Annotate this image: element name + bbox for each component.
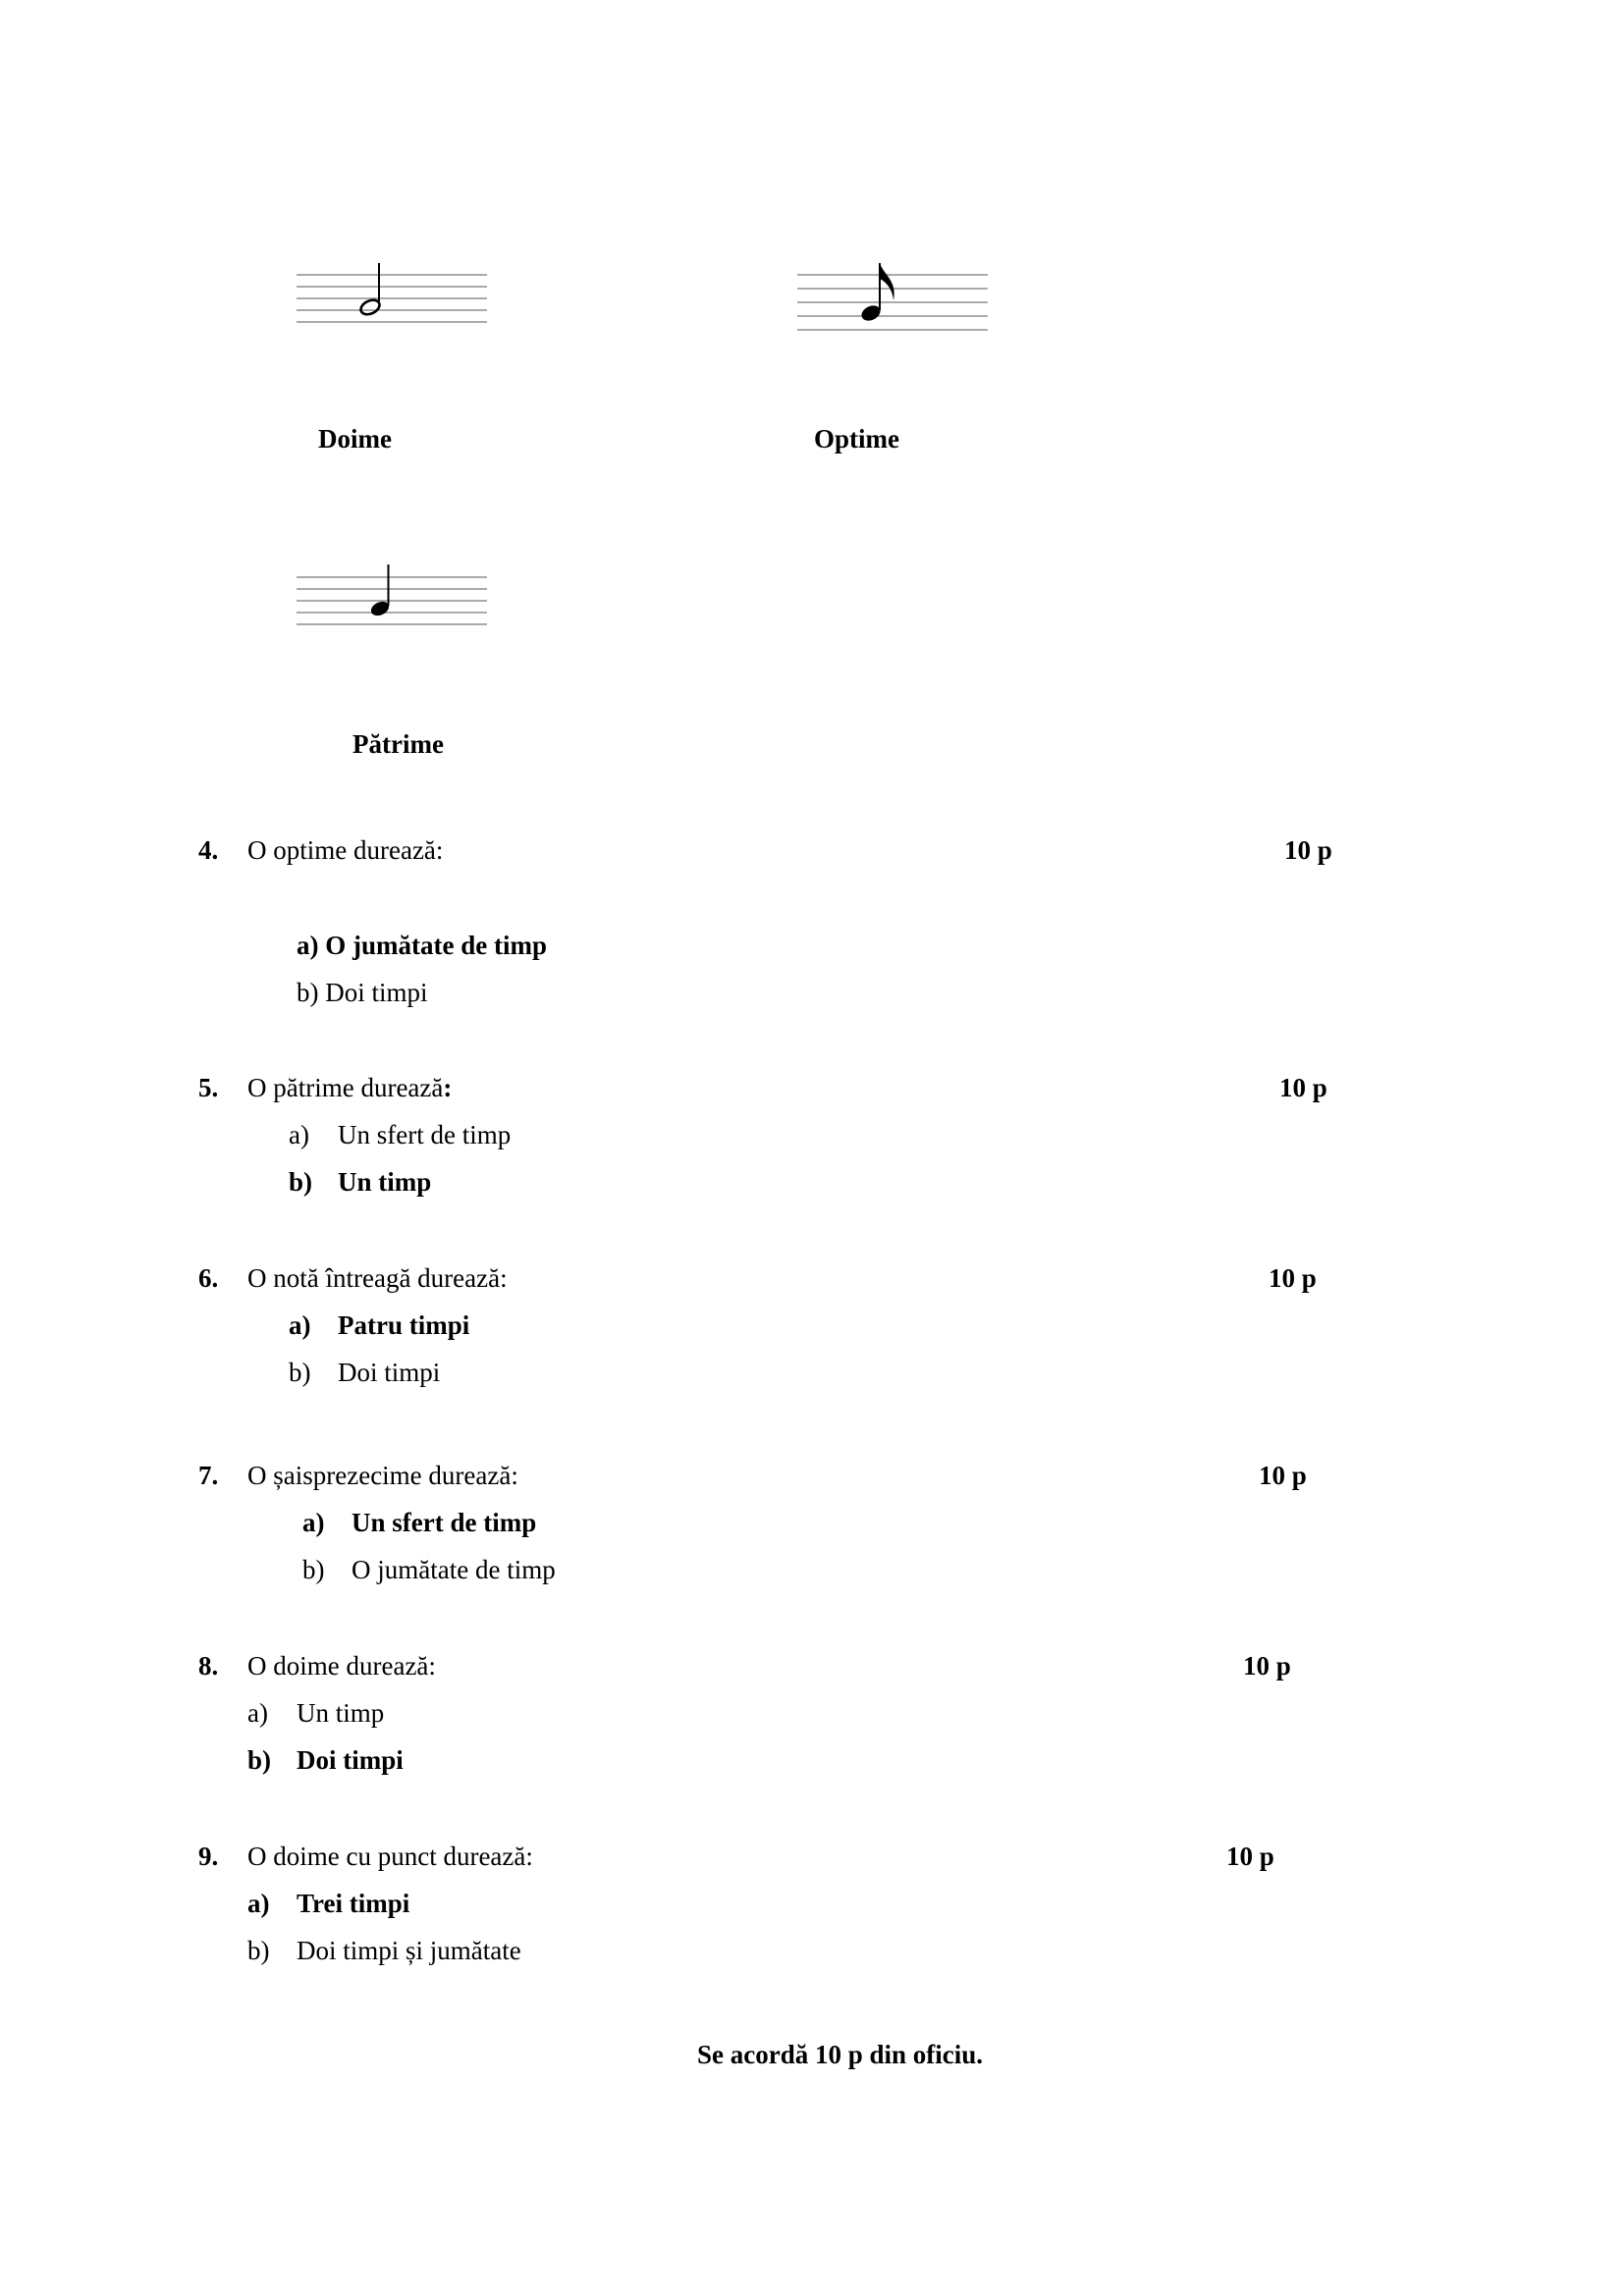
option-text: Doi timpi [297,1745,404,1775]
option-letter: a) [302,1508,325,1537]
question-points: 10 p [1279,1073,1327,1102]
question-text [247,1073,452,1103]
option-text: O jumătate de timp [325,931,547,960]
note-caption-doime: Doime [318,424,392,454]
option-text: Un timp [297,1698,385,1728]
eighth-note-staff [795,257,992,338]
option-letter: a) [247,1698,268,1728]
question-points: 10 p [1284,835,1332,865]
question-points: 10 p [1243,1651,1291,1681]
half-note-staff [295,257,491,328]
question-number: 9. [198,1842,219,1871]
option-letter: b) [302,1555,325,1584]
option-text: Un sfert de timp [352,1508,537,1537]
question-text: O doime durează: [247,1651,436,1681]
option-letter: b) [247,1745,272,1775]
option-letter: a) [289,1310,311,1340]
answer-option[interactable] [289,1167,431,1198]
option-text: Un sfert de timp [338,1120,512,1149]
option-text: Doi timpi și jumătate [297,1936,521,1965]
question-points: 10 p [1226,1842,1274,1871]
option-text: Un timp [338,1167,432,1197]
question-text: O notă întreagă durează: [247,1263,508,1293]
question-number: 8. [198,1651,219,1681]
question-points: 10 p [1259,1461,1307,1490]
answer-option[interactable] [302,1508,536,1538]
question-text: O optime durează: [247,835,444,865]
option-text: Trei timpi [297,1889,410,1918]
option-letter: a) [247,1889,270,1918]
option-letter: b) [289,1358,311,1387]
option-letter: b) [289,1167,313,1197]
option-letter: a) [289,1120,309,1149]
answer-option[interactable] [247,1698,384,1729]
option-text: O jumătate de timp [352,1555,556,1584]
option-text: Patru timpi [338,1310,470,1340]
option-letter: a) [297,931,319,960]
answer-option[interactable] [247,1889,409,1919]
question-text: O doime cu punct durează: [247,1842,533,1871]
answer-option[interactable] [247,1936,521,1966]
question-points: 10 p [1269,1263,1317,1293]
question-text-colon: : [443,1073,453,1102]
question-number: 7. [198,1461,219,1490]
answer-option[interactable] [297,931,547,961]
answer-option[interactable] [297,978,428,1008]
question-number: 5. [198,1073,219,1102]
question-number: 4. [198,835,219,865]
answer-option[interactable] [247,1745,404,1776]
option-letter: b) [247,1936,270,1965]
question-text-main: O pătrime durează [247,1073,444,1102]
option-text: Doi timpi [338,1358,441,1387]
quarter-note-staff [295,560,491,630]
answer-option[interactable] [289,1358,440,1388]
question-number: 6. [198,1263,219,1293]
answer-option[interactable] [289,1310,469,1341]
answer-option[interactable] [289,1120,511,1150]
footer-note: Se acordă 10 p din oficiu. [697,2040,984,2069]
question-text: O șaisprezecime durează: [247,1461,518,1490]
note-caption-optime: Optime [814,424,899,454]
note-caption-patrime: Pătrime [352,729,444,759]
answer-option[interactable] [302,1555,556,1585]
option-text: Doi timpi [325,978,428,1007]
option-letter: b) [297,978,319,1007]
